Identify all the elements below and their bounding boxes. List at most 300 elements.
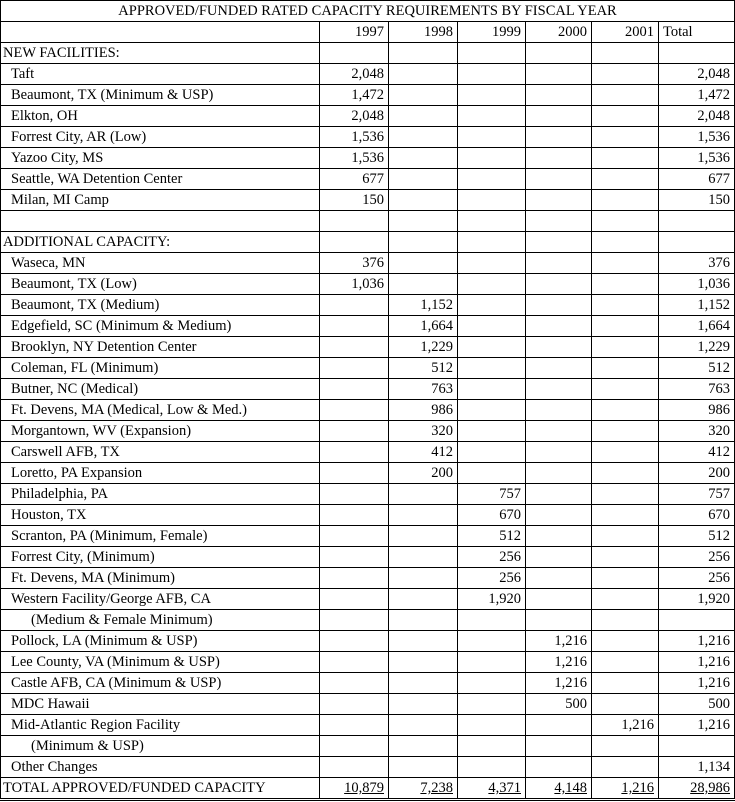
value-1997 xyxy=(320,610,389,631)
value-2000 xyxy=(526,589,592,610)
value-2000 xyxy=(526,274,592,295)
value-2001 xyxy=(592,64,659,85)
table-row xyxy=(1,127,735,148)
table-row xyxy=(1,379,735,400)
value-2001 xyxy=(592,631,659,652)
value-1997 xyxy=(320,421,389,442)
value-1998 xyxy=(389,778,458,800)
value-total: 1,472 xyxy=(659,85,735,106)
value-1997: 677 xyxy=(320,169,389,190)
total-value-2001: 1,216 xyxy=(621,780,654,796)
value-total: 763 xyxy=(659,379,735,400)
table-row xyxy=(1,484,735,505)
value-2000 xyxy=(526,358,592,379)
facility-name: Castle AFB, CA (Minimum & USP) xyxy=(1,673,320,694)
value-1999 xyxy=(458,400,526,421)
value-2000 xyxy=(526,316,592,337)
value-total: 512 xyxy=(659,358,735,379)
value-1997: 376 xyxy=(320,253,389,274)
value-2001 xyxy=(592,673,659,694)
value-2000 xyxy=(526,736,592,757)
table-row xyxy=(1,568,735,589)
col-header-1998: 1998 xyxy=(389,22,458,43)
value-total xyxy=(659,736,735,757)
total-value-1998: 7,238 xyxy=(420,780,453,796)
value-1998 xyxy=(389,736,458,757)
value-total: 2,048 xyxy=(659,106,735,127)
value-2000 xyxy=(526,232,592,253)
value-2001 xyxy=(592,778,659,800)
value-1999 xyxy=(458,337,526,358)
value-1999: 1,920 xyxy=(458,589,526,610)
value-2000 xyxy=(526,127,592,148)
col-header-1999: 1999 xyxy=(458,22,526,43)
facility-name: Beaumont, TX (Low) xyxy=(1,274,320,295)
value-total: 1,036 xyxy=(659,274,735,295)
section-row xyxy=(1,43,735,64)
facility-name: Milan, MI Camp xyxy=(1,190,320,211)
value-1998: 1,664 xyxy=(389,316,458,337)
facility-name: Beaumont, TX (Minimum & USP) xyxy=(1,85,320,106)
value-1999 xyxy=(458,442,526,463)
facility-name: Other Changes xyxy=(1,757,320,778)
value-1998: 200 xyxy=(389,463,458,484)
value-1997: 1,472 xyxy=(320,85,389,106)
value-total: 986 xyxy=(659,400,735,421)
value-2000 xyxy=(526,463,592,484)
value-1998: 986 xyxy=(389,400,458,421)
value-total: 677 xyxy=(659,169,735,190)
title-row xyxy=(1,1,735,22)
value-2001 xyxy=(592,547,659,568)
value-1998 xyxy=(389,169,458,190)
facility-name: Western Facility/George AFB, CA xyxy=(1,589,320,610)
facility-name: Brooklyn, NY Detention Center xyxy=(1,337,320,358)
value-1999 xyxy=(458,190,526,211)
table-row xyxy=(1,526,735,547)
value-total xyxy=(659,778,735,800)
value-1999 xyxy=(458,610,526,631)
value-1998 xyxy=(389,85,458,106)
value-1998: 1,152 xyxy=(389,295,458,316)
value-2000: 1,216 xyxy=(526,673,592,694)
value-2000 xyxy=(526,253,592,274)
table-row xyxy=(1,169,735,190)
col-header-total: Total xyxy=(659,22,735,43)
value-total: 670 xyxy=(659,505,735,526)
value-1999 xyxy=(458,631,526,652)
table-row xyxy=(1,421,735,442)
value-1997 xyxy=(320,400,389,421)
table-row xyxy=(1,274,735,295)
value-1998 xyxy=(389,106,458,127)
value-total xyxy=(659,43,735,64)
value-1998 xyxy=(389,232,458,253)
value-total: 256 xyxy=(659,547,735,568)
value-1997 xyxy=(320,505,389,526)
value-1999 xyxy=(458,715,526,736)
value-1997 xyxy=(320,442,389,463)
value-1999 xyxy=(458,85,526,106)
value-2000: 500 xyxy=(526,694,592,715)
facility-name: Waseca, MN xyxy=(1,253,320,274)
value-1997 xyxy=(320,757,389,778)
value-2001 xyxy=(592,421,659,442)
facility-name: Lee County, VA (Minimum & USP) xyxy=(1,652,320,673)
value-1998 xyxy=(389,589,458,610)
value-1997 xyxy=(320,568,389,589)
value-2000 xyxy=(526,379,592,400)
value-2000 xyxy=(526,442,592,463)
value-2000 xyxy=(526,484,592,505)
value-1999 xyxy=(458,43,526,64)
value-1997 xyxy=(320,652,389,673)
blank-row xyxy=(1,211,735,232)
value-total: 1,664 xyxy=(659,316,735,337)
value-1998 xyxy=(389,631,458,652)
facility-sublabel: (Medium & Female Minimum) xyxy=(1,610,320,631)
value-1999 xyxy=(458,316,526,337)
facility-name: Taft xyxy=(1,64,320,85)
value-total xyxy=(659,232,735,253)
value-1997 xyxy=(320,295,389,316)
value-2001 xyxy=(592,85,659,106)
facility-name: Morgantown, WV (Expansion) xyxy=(1,421,320,442)
value-2001: 1,216 xyxy=(592,715,659,736)
value-1999: 670 xyxy=(458,505,526,526)
value-total xyxy=(659,610,735,631)
value-2000: 1,216 xyxy=(526,652,592,673)
table-row xyxy=(1,757,735,778)
table-row xyxy=(1,652,735,673)
value-1997 xyxy=(320,526,389,547)
value-total: 1,216 xyxy=(659,631,735,652)
value-2000 xyxy=(526,148,592,169)
value-1998: 320 xyxy=(389,421,458,442)
facility-name: Forrest City, (Minimum) xyxy=(1,547,320,568)
value-1997 xyxy=(320,463,389,484)
value-1997 xyxy=(320,358,389,379)
value-1999: 256 xyxy=(458,547,526,568)
value-2001 xyxy=(592,127,659,148)
value-1998 xyxy=(389,505,458,526)
value-1998 xyxy=(389,715,458,736)
sub-label-row xyxy=(1,610,735,631)
total-row xyxy=(1,778,735,800)
value-2000 xyxy=(526,610,592,631)
value-1998 xyxy=(389,652,458,673)
facility-name: Butner, NC (Medical) xyxy=(1,379,320,400)
value-1997 xyxy=(320,715,389,736)
value-2001 xyxy=(592,694,659,715)
sub-label-row xyxy=(1,736,735,757)
value-2000 xyxy=(526,295,592,316)
value-1999: 512 xyxy=(458,526,526,547)
total-value-2000: 4,148 xyxy=(554,780,587,796)
value-1997: 2,048 xyxy=(320,106,389,127)
value-2000 xyxy=(526,85,592,106)
value-1998 xyxy=(389,253,458,274)
value-1999 xyxy=(458,295,526,316)
value-2000 xyxy=(526,211,592,232)
value-1997 xyxy=(320,547,389,568)
value-1998 xyxy=(389,526,458,547)
table-row xyxy=(1,673,735,694)
facility-name: Mid-Atlantic Region Facility xyxy=(1,715,320,736)
value-2001 xyxy=(592,736,659,757)
value-2001 xyxy=(592,358,659,379)
value-1998 xyxy=(389,211,458,232)
value-1997 xyxy=(320,589,389,610)
header-blank-cell xyxy=(1,22,320,43)
blank-cell xyxy=(1,211,320,232)
value-2000 xyxy=(526,421,592,442)
total-value-1997: 10,879 xyxy=(344,780,384,796)
value-total: 1,216 xyxy=(659,652,735,673)
value-1997: 1,036 xyxy=(320,274,389,295)
value-1997 xyxy=(320,736,389,757)
value-total: 1,229 xyxy=(659,337,735,358)
value-total: 412 xyxy=(659,442,735,463)
facility-name: Ft. Devens, MA (Medical, Low & Med.) xyxy=(1,400,320,421)
value-1999 xyxy=(458,694,526,715)
facility-name: Beaumont, TX (Medium) xyxy=(1,295,320,316)
value-2001 xyxy=(592,337,659,358)
value-1998 xyxy=(389,127,458,148)
facility-sublabel: (Minimum & USP) xyxy=(1,736,320,757)
value-1999: 256 xyxy=(458,568,526,589)
table-row xyxy=(1,400,735,421)
value-total: 1,134 xyxy=(659,757,735,778)
facility-name: Seattle, WA Detention Center xyxy=(1,169,320,190)
value-1999 xyxy=(458,64,526,85)
value-2000 xyxy=(526,169,592,190)
header-row xyxy=(1,22,735,43)
value-2001 xyxy=(592,442,659,463)
value-1999 xyxy=(458,673,526,694)
value-1998 xyxy=(389,547,458,568)
value-1998 xyxy=(389,757,458,778)
value-2001 xyxy=(592,568,659,589)
value-1999 xyxy=(458,232,526,253)
value-1999 xyxy=(458,736,526,757)
value-2000 xyxy=(526,337,592,358)
value-2001 xyxy=(592,526,659,547)
table-title: APPROVED/FUNDED RATED CAPACITY REQUIREMENTS BY FISCAL YEAR xyxy=(1,1,735,22)
value-1998 xyxy=(389,568,458,589)
value-1997 xyxy=(320,232,389,253)
value-total: 256 xyxy=(659,568,735,589)
value-1998 xyxy=(389,694,458,715)
table-row xyxy=(1,85,735,106)
total-value-1999: 4,371 xyxy=(488,780,521,796)
table-row xyxy=(1,631,735,652)
value-total: 1,536 xyxy=(659,127,735,148)
value-2001 xyxy=(592,652,659,673)
value-2000 xyxy=(526,505,592,526)
table-row xyxy=(1,190,735,211)
value-2000: 1,216 xyxy=(526,631,592,652)
value-total: 200 xyxy=(659,463,735,484)
table-body xyxy=(1,43,735,800)
value-total: 1,920 xyxy=(659,589,735,610)
value-total: 376 xyxy=(659,253,735,274)
section-row xyxy=(1,232,735,253)
value-2000 xyxy=(526,106,592,127)
value-total: 320 xyxy=(659,421,735,442)
value-2001 xyxy=(592,505,659,526)
table-row xyxy=(1,106,735,127)
facility-name: MDC Hawaii xyxy=(1,694,320,715)
value-1998 xyxy=(389,484,458,505)
table-row xyxy=(1,442,735,463)
value-1998 xyxy=(389,148,458,169)
table-row xyxy=(1,337,735,358)
facility-name: Philadelphia, PA xyxy=(1,484,320,505)
section-label: ADDITIONAL CAPACITY: xyxy=(1,232,320,253)
section-label: NEW FACILITIES: xyxy=(1,43,320,64)
value-2001 xyxy=(592,148,659,169)
total-label: TOTAL APPROVED/FUNDED CAPACITY xyxy=(1,778,320,800)
value-1998: 512 xyxy=(389,358,458,379)
table-row xyxy=(1,505,735,526)
value-1999 xyxy=(458,379,526,400)
value-1999 xyxy=(458,148,526,169)
value-2000 xyxy=(526,64,592,85)
value-1999 xyxy=(458,106,526,127)
value-1998 xyxy=(389,190,458,211)
value-1997 xyxy=(320,778,389,800)
value-2001 xyxy=(592,106,659,127)
value-1998: 412 xyxy=(389,442,458,463)
value-1997 xyxy=(320,316,389,337)
value-1999 xyxy=(458,358,526,379)
table-row xyxy=(1,547,735,568)
value-total: 512 xyxy=(659,526,735,547)
value-total: 150 xyxy=(659,190,735,211)
value-1999 xyxy=(458,652,526,673)
table-row xyxy=(1,253,735,274)
table-row xyxy=(1,463,735,484)
facility-name: Loretto, PA Expansion xyxy=(1,463,320,484)
facility-name: Forrest City, AR (Low) xyxy=(1,127,320,148)
value-2001 xyxy=(592,295,659,316)
value-1997 xyxy=(320,379,389,400)
value-2001 xyxy=(592,253,659,274)
facility-name: Carswell AFB, TX xyxy=(1,442,320,463)
value-1998: 763 xyxy=(389,379,458,400)
facility-name: Houston, TX xyxy=(1,505,320,526)
value-2000 xyxy=(526,190,592,211)
table-row xyxy=(1,358,735,379)
col-header-2000: 2000 xyxy=(526,22,592,43)
facility-name: Ft. Devens, MA (Minimum) xyxy=(1,568,320,589)
value-2000 xyxy=(526,778,592,800)
value-2001 xyxy=(592,190,659,211)
value-2001 xyxy=(592,43,659,64)
value-total: 500 xyxy=(659,694,735,715)
value-1999 xyxy=(458,253,526,274)
table-row xyxy=(1,295,735,316)
value-1998 xyxy=(389,64,458,85)
value-1997 xyxy=(320,43,389,64)
value-1999 xyxy=(458,169,526,190)
table-row xyxy=(1,589,735,610)
facility-name: Yazoo City, MS xyxy=(1,148,320,169)
value-2001 xyxy=(592,211,659,232)
value-1999 xyxy=(458,463,526,484)
value-1997: 1,536 xyxy=(320,127,389,148)
facility-name: Coleman, FL (Minimum) xyxy=(1,358,320,379)
value-1997: 150 xyxy=(320,190,389,211)
table-row xyxy=(1,694,735,715)
value-1999 xyxy=(458,127,526,148)
value-1999 xyxy=(458,757,526,778)
value-2001 xyxy=(592,169,659,190)
value-1998 xyxy=(389,274,458,295)
value-total: 1,152 xyxy=(659,295,735,316)
value-total xyxy=(659,211,735,232)
value-total: 1,216 xyxy=(659,715,735,736)
total-value-total: 28,986 xyxy=(690,780,731,796)
table-row xyxy=(1,148,735,169)
value-2001 xyxy=(592,757,659,778)
table-row xyxy=(1,316,735,337)
facility-name: Elkton, OH xyxy=(1,106,320,127)
table-row xyxy=(1,715,735,736)
value-1997 xyxy=(320,211,389,232)
facility-name: Pollock, LA (Minimum & USP) xyxy=(1,631,320,652)
value-total: 1,536 xyxy=(659,148,735,169)
value-2000 xyxy=(526,757,592,778)
value-2000 xyxy=(526,568,592,589)
value-1998 xyxy=(389,43,458,64)
facility-name: Scranton, PA (Minimum, Female) xyxy=(1,526,320,547)
value-2001 xyxy=(592,463,659,484)
value-1997 xyxy=(320,631,389,652)
value-1999 xyxy=(458,421,526,442)
value-total: 2,048 xyxy=(659,64,735,85)
value-1997 xyxy=(320,484,389,505)
value-2001 xyxy=(592,589,659,610)
value-1997 xyxy=(320,337,389,358)
value-1999: 757 xyxy=(458,484,526,505)
value-2000 xyxy=(526,43,592,64)
value-1999 xyxy=(458,778,526,800)
value-1997: 2,048 xyxy=(320,64,389,85)
col-header-1997: 1997 xyxy=(320,22,389,43)
value-2000 xyxy=(526,547,592,568)
value-1998: 1,229 xyxy=(389,337,458,358)
value-total: 1,216 xyxy=(659,673,735,694)
value-1998 xyxy=(389,673,458,694)
value-1997 xyxy=(320,673,389,694)
value-1997: 1,536 xyxy=(320,148,389,169)
value-2000 xyxy=(526,526,592,547)
value-2001 xyxy=(592,610,659,631)
value-2001 xyxy=(592,484,659,505)
value-total: 757 xyxy=(659,484,735,505)
value-1997 xyxy=(320,694,389,715)
col-header-2001: 2001 xyxy=(592,22,659,43)
value-2001 xyxy=(592,232,659,253)
value-2000 xyxy=(526,400,592,421)
table-row xyxy=(1,64,735,85)
facility-name: Edgefield, SC (Minimum & Medium) xyxy=(1,316,320,337)
value-2001 xyxy=(592,400,659,421)
value-1998 xyxy=(389,610,458,631)
value-2000 xyxy=(526,715,592,736)
